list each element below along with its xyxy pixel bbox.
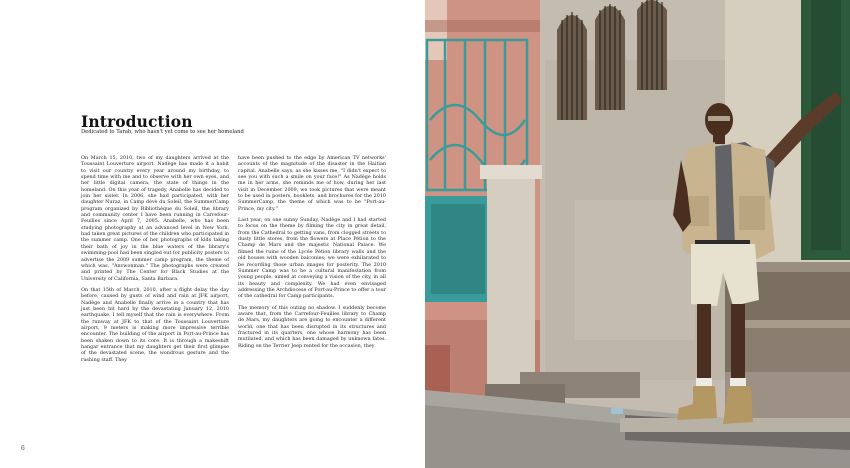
paragraph: The memory of this outing no shadow. I suddenly become aware that, from the Carrefour-Feuilles library to Champ de Mars, my daughters are going to encounter a different world, one that has been disrupted in its structures and fractured in its quarters, one whose harmony has been mutilated, and which has been damaged by unknown fates. Riding on the Terrier Jeep rented for the occasion, they	[238, 304, 386, 349]
paragraph: On that 15th of March, 2010, after a flight delay the day before, caused by gusts of wind and rain at JFK airport, Nadège and Anabelle finally arrive in a country that has just been hit hard by the devastating January 12, 2010 earthquake. I tell myself that the rain is everywhere. From the runway at JFK to that of the Toussaint Louverture airport, 9 meters is making more impressive terrible encounter. The building of the airport in Port-au-Prince has been shaken down to its core. It is through a makeshift hangar entrance that my daughters get their first glimpse of the devastated scene, the wondrous gesture and the rushing staff. They	[81, 286, 229, 363]
paragraph: have been pushed to the edge by American TV networks' accounts of the magnitude of the disaster in the Haitian capital. Anabelle says, as she kisses me, "I didn't expect to see you with such a smile on your face!" As Nadège holds me in her arms, she reminds me of how, during her last visit in December 2009, we took pictures that were meant to be used in posters, booklets, and brochures for the 2010 SummerCamp, the theme of which was to be "Port-au-Prince, my city."	[238, 155, 386, 212]
page-title: Introduction	[81, 112, 193, 131]
dedication: Dedicated to Tarah, who hasn't yet come to see her homeland	[81, 129, 244, 135]
photograph	[425, 0, 850, 468]
text-column-1	[81, 155, 229, 368]
photo-illustration	[425, 0, 850, 468]
page-number: 6	[21, 445, 25, 452]
text-column-2	[238, 155, 386, 354]
paragraph: On March 15, 2010, two of my daughters arrived at the Toussaint Louverture airport. Nadège has made it a habit to visit our country every year around my birthday, to spend time with me and to observe with her own eyes, and her little digital camera, the state of things in the homeland. On this year of tragedy, Anabelle has decided to join her sister. In 2006, she had participated, with her daughter Nuraz, in Camp dèvè du Soleil, the SummerCamp program organized by Bibliothèque du Soleil, the library and community center I have been running in Carrefour-Feuilles since April 7, 2005. Anabelle, who has been studying photography at an advanced level in New York, had taken great pictures of the children who participated in the summer camp. One of her photographs of kids taking their bath of joy in the blue waters of the library's swimming-pool had been singled out for publicity posters to advertise the 2009 summer camp program, the theme of which was, "Anvwonman." The photographs were created and printed by The Center for Black Studies at the University of California, Santa Barbara.	[81, 155, 229, 282]
paragraph: Last year, on one sunny Sunday, Nadège and I had started to focus on the theme by filming the city in great detail, from the Cathedral to getting vans, from clogged streets to dusty little stores, from the flowers at Place Pétion to the Champ de Mars and the majestic National Palace. We filmed the ruins of the Lycée Pétion library walls and the old houses with wooden balconies; we were exhilarated to be recording those urban images for posterity. The 2010 Summer Camp was to be a cultural manifestation from young people, aimed at conveying a vision of the city, in all its beauty and complexity. We had even envisaged addressing the Archdiocese of Port-au-Prince to offer a tour of the cathedral for Camp participants.	[238, 217, 386, 300]
